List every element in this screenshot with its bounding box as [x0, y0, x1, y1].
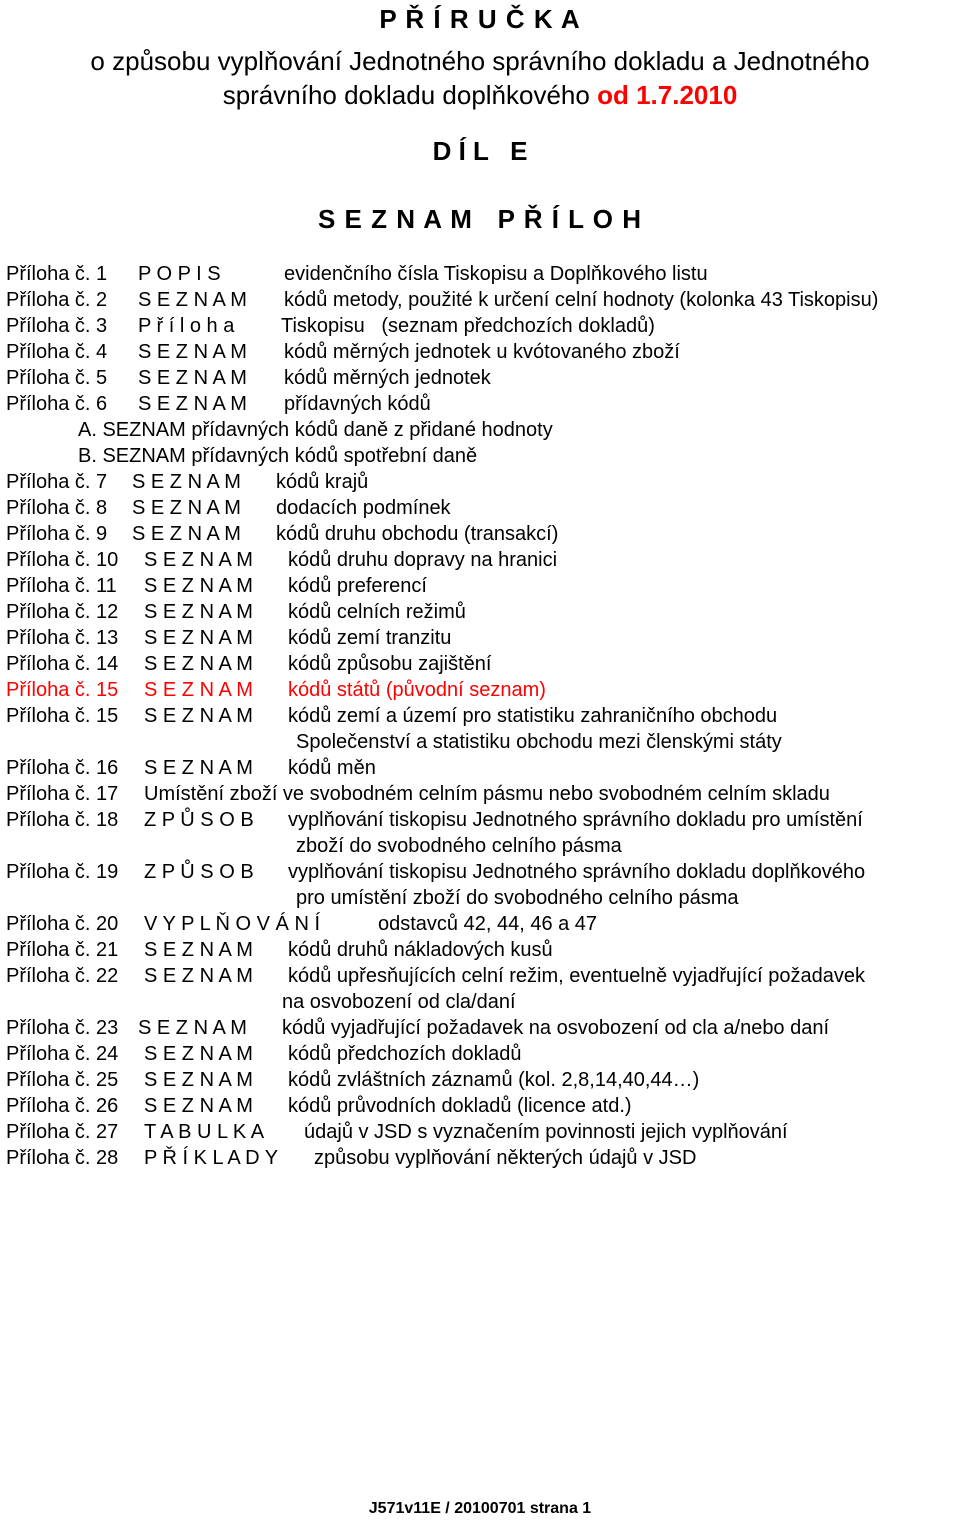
list-heading: S E Z N A M P Ř Í L O H	[317, 204, 643, 234]
item-desc: kódů preferencí	[288, 575, 427, 597]
item-desc: kódů druhu dopravy na hranici	[288, 549, 558, 571]
item-desc: kódů průvodních dokladů (licence atd.)	[288, 1095, 632, 1117]
item-kind: S E Z N A M	[144, 601, 253, 623]
item-desc: kódů zvláštních záznamů (kol. 2,8,14,40,44…)	[288, 1069, 700, 1091]
item-desc: kódů měrných jednotek	[284, 367, 491, 389]
list-item	[6, 1041, 960, 1067]
list-item	[6, 651, 960, 677]
item-desc-cont: zboží do svobodného celního pásma	[296, 835, 622, 857]
list-item	[6, 703, 960, 729]
item-label: Příloha č. 24	[6, 1043, 119, 1065]
item-label: Příloha č. 2	[6, 289, 108, 311]
item-label: Příloha č. 17	[6, 783, 119, 805]
item-label: Příloha č. 15	[6, 679, 119, 701]
item-label: Příloha č. 25	[6, 1069, 119, 1091]
item-kind: S E Z N A M	[144, 549, 253, 571]
item-label: Příloha č. 13	[6, 627, 119, 649]
item-desc: kódů zemí tranzitu	[288, 627, 452, 649]
item-label: Příloha č. 10	[6, 549, 119, 571]
item-kind: Z P Ů S O B	[144, 861, 254, 883]
item-desc: kódů měrných jednotek u kvótovaného zboží	[284, 341, 680, 363]
item-kind: S E Z N A M	[144, 627, 253, 649]
list-item	[6, 1015, 960, 1041]
item-desc: kódů měn	[288, 757, 376, 779]
list-item-continuation	[6, 885, 960, 911]
item-desc: evidenčního čísla Tiskopisu a Doplňkového listu	[284, 263, 708, 285]
item-label: Příloha č. 3	[6, 315, 108, 337]
item-kind: S E Z N A M	[144, 757, 253, 779]
list-item	[6, 807, 960, 833]
item-kind: P O P I S	[138, 263, 221, 285]
item-desc: kódů zemí a území pro statistiku zahraničního obchodu	[288, 705, 778, 727]
list-item	[6, 1145, 960, 1171]
item-desc: údajů v JSD s vyznačením povinnosti jejich vyplňování	[304, 1121, 788, 1143]
list-item	[6, 599, 960, 625]
list-item	[6, 625, 960, 651]
item-kind: Z P Ů S O B	[144, 809, 254, 831]
item-desc: dodacích podmínek	[276, 497, 451, 519]
item-desc: způsobu vyplňování některých údajů v JSD	[314, 1147, 697, 1169]
page-footer: J571v11E / 20100701 strana 1	[368, 1500, 592, 1517]
list-item	[6, 781, 960, 807]
list-item-struck	[6, 677, 960, 703]
item-label: Příloha č. 16	[6, 757, 119, 779]
item-kind: S E Z N A M	[144, 1043, 253, 1065]
item-kind: S E Z N A M	[132, 471, 241, 493]
list-item	[6, 937, 960, 963]
appendix-list	[6, 261, 960, 1171]
item-label: Příloha č. 22	[6, 965, 119, 987]
item-kind: S E Z N A M	[138, 1017, 247, 1039]
item-desc: kódů předchozích dokladů	[288, 1043, 522, 1065]
item-kind: S E Z N A M	[138, 367, 247, 389]
document-title: P Ř Í R U Č K A	[379, 4, 581, 34]
list-item-continuation	[6, 989, 960, 1015]
list-item-continuation	[6, 729, 960, 755]
item-kind: S E Z N A M	[144, 705, 253, 727]
item-kind: S E Z N A M	[144, 679, 253, 701]
list-item	[6, 573, 960, 599]
item-desc-cont: na osvobození od cla/daní	[282, 991, 516, 1013]
list-item	[6, 313, 960, 339]
item-label: Příloha č. 12	[6, 601, 119, 623]
item-kind: S E Z N A M	[138, 289, 247, 311]
item-label: Příloha č. 14	[6, 653, 119, 675]
item-desc: kódů druhů nákladových kusů	[288, 939, 553, 961]
item-kind: S E Z N A M	[132, 523, 241, 545]
list-item	[6, 495, 960, 521]
item-label: Příloha č. 21	[6, 939, 119, 961]
item-desc: vyplňování tiskopisu Jednotného správního dokladu doplňkového	[288, 861, 866, 883]
subtitle-line-2	[0, 78, 960, 112]
item-desc: kódů upřesňujících celní režim, eventuelně vyjadřující požadavek	[288, 965, 865, 987]
sub-item-a: A. SEZNAM přídavných kódů daně z přidané hodnoty	[78, 419, 553, 441]
item-desc-cont: pro umístění zboží do svobodného celního pásma	[296, 887, 739, 909]
sub-item	[6, 417, 960, 443]
item-label: Příloha č. 28	[6, 1147, 119, 1169]
item-desc: kódů krajů	[276, 471, 369, 493]
list-item-continuation	[6, 833, 960, 859]
item-kind: S E Z N A M	[144, 575, 253, 597]
item-desc: kódů vyjadřující požadavek na osvobození od cla a/nebo daní	[282, 1017, 830, 1039]
list-item	[6, 469, 960, 495]
item-desc: vyplňování tiskopisu Jednotného správního dokladu pro umístění	[288, 809, 863, 831]
item-label: Příloha č. 27	[6, 1121, 119, 1143]
sub-item-b: B. SEZNAM přídavných kódů spotřební daně	[78, 445, 478, 467]
item-label: Příloha č. 9	[6, 523, 108, 545]
list-item	[6, 963, 960, 989]
item-desc: kódů celních režimů	[288, 601, 466, 623]
list-item	[6, 1067, 960, 1093]
item-label: Příloha č. 23	[6, 1017, 119, 1039]
list-item	[6, 391, 960, 417]
item-desc-cont: Společenství a statistiku obchodu mezi členskými státy	[296, 731, 782, 753]
list-item	[6, 287, 960, 313]
list-item	[6, 339, 960, 365]
item-kind: S E Z N A M	[144, 965, 253, 987]
item-label: Příloha č. 6	[6, 393, 108, 415]
item-desc: kódů států (původní seznam)	[288, 679, 546, 701]
item-desc: kódů druhu obchodu (transakcí)	[276, 523, 559, 545]
item-desc: kódů způsobu zajištění	[288, 653, 492, 675]
item-label: Příloha č. 20	[6, 913, 119, 935]
list-item	[6, 1119, 960, 1145]
subtitle-text: správního dokladu doplňkového	[222, 80, 590, 110]
item-kind: T A B U L K A	[144, 1121, 265, 1143]
item-kind: V Y P L Ň O V Á N Í	[144, 913, 321, 935]
item-label: Příloha č. 8	[6, 497, 108, 519]
item-kind: S E Z N A M	[138, 341, 247, 363]
list-item	[6, 521, 960, 547]
item-kind: P ř í l o h a	[138, 315, 235, 337]
item-label: Příloha č. 26	[6, 1095, 119, 1117]
item-kind: Umístění zboží ve svobodném celním pásmu nebo svobodném celním skladu	[144, 783, 830, 805]
item-label: Příloha č. 4	[6, 341, 108, 363]
item-kind: S E Z N A M	[138, 393, 247, 415]
effective-date: od 1.7.2010	[597, 80, 738, 110]
item-label: Příloha č. 18	[6, 809, 119, 831]
list-item	[6, 755, 960, 781]
item-kind: S E Z N A M	[144, 1095, 253, 1117]
item-label: Příloha č. 19	[6, 861, 119, 883]
sub-item	[6, 443, 960, 469]
item-kind: S E Z N A M	[144, 653, 253, 675]
list-item	[6, 365, 960, 391]
item-desc: přídavných kódů	[284, 393, 431, 415]
item-desc: kódů metody, použité k určení celní hodnoty (kolonka 43 Tiskopisu)	[284, 289, 879, 311]
item-kind: S E Z N A M	[144, 1069, 253, 1091]
item-desc: odstavců 42, 44, 46 a 47	[378, 913, 598, 935]
item-kind: S E Z N A M	[132, 497, 241, 519]
item-label: Příloha č. 15	[6, 705, 119, 727]
list-item	[6, 1093, 960, 1119]
list-item	[6, 859, 960, 885]
item-label: Příloha č. 11	[6, 575, 117, 597]
list-item	[6, 547, 960, 573]
subtitle-line-1: o způsobu vyplňování Jednotného správního dokladu a Jednotného	[90, 46, 870, 76]
item-label: Příloha č. 5	[6, 367, 108, 389]
item-label: Příloha č. 7	[6, 471, 108, 493]
part-heading: D Í L E	[432, 136, 528, 166]
item-desc: Tiskopisu (seznam předchozích dokladů)	[281, 315, 655, 337]
list-item	[6, 911, 960, 937]
item-kind: S E Z N A M	[144, 939, 253, 961]
item-kind: P Ř Í K L A D Y	[144, 1147, 279, 1169]
list-item	[6, 261, 960, 287]
item-label: Příloha č. 1	[6, 263, 108, 285]
